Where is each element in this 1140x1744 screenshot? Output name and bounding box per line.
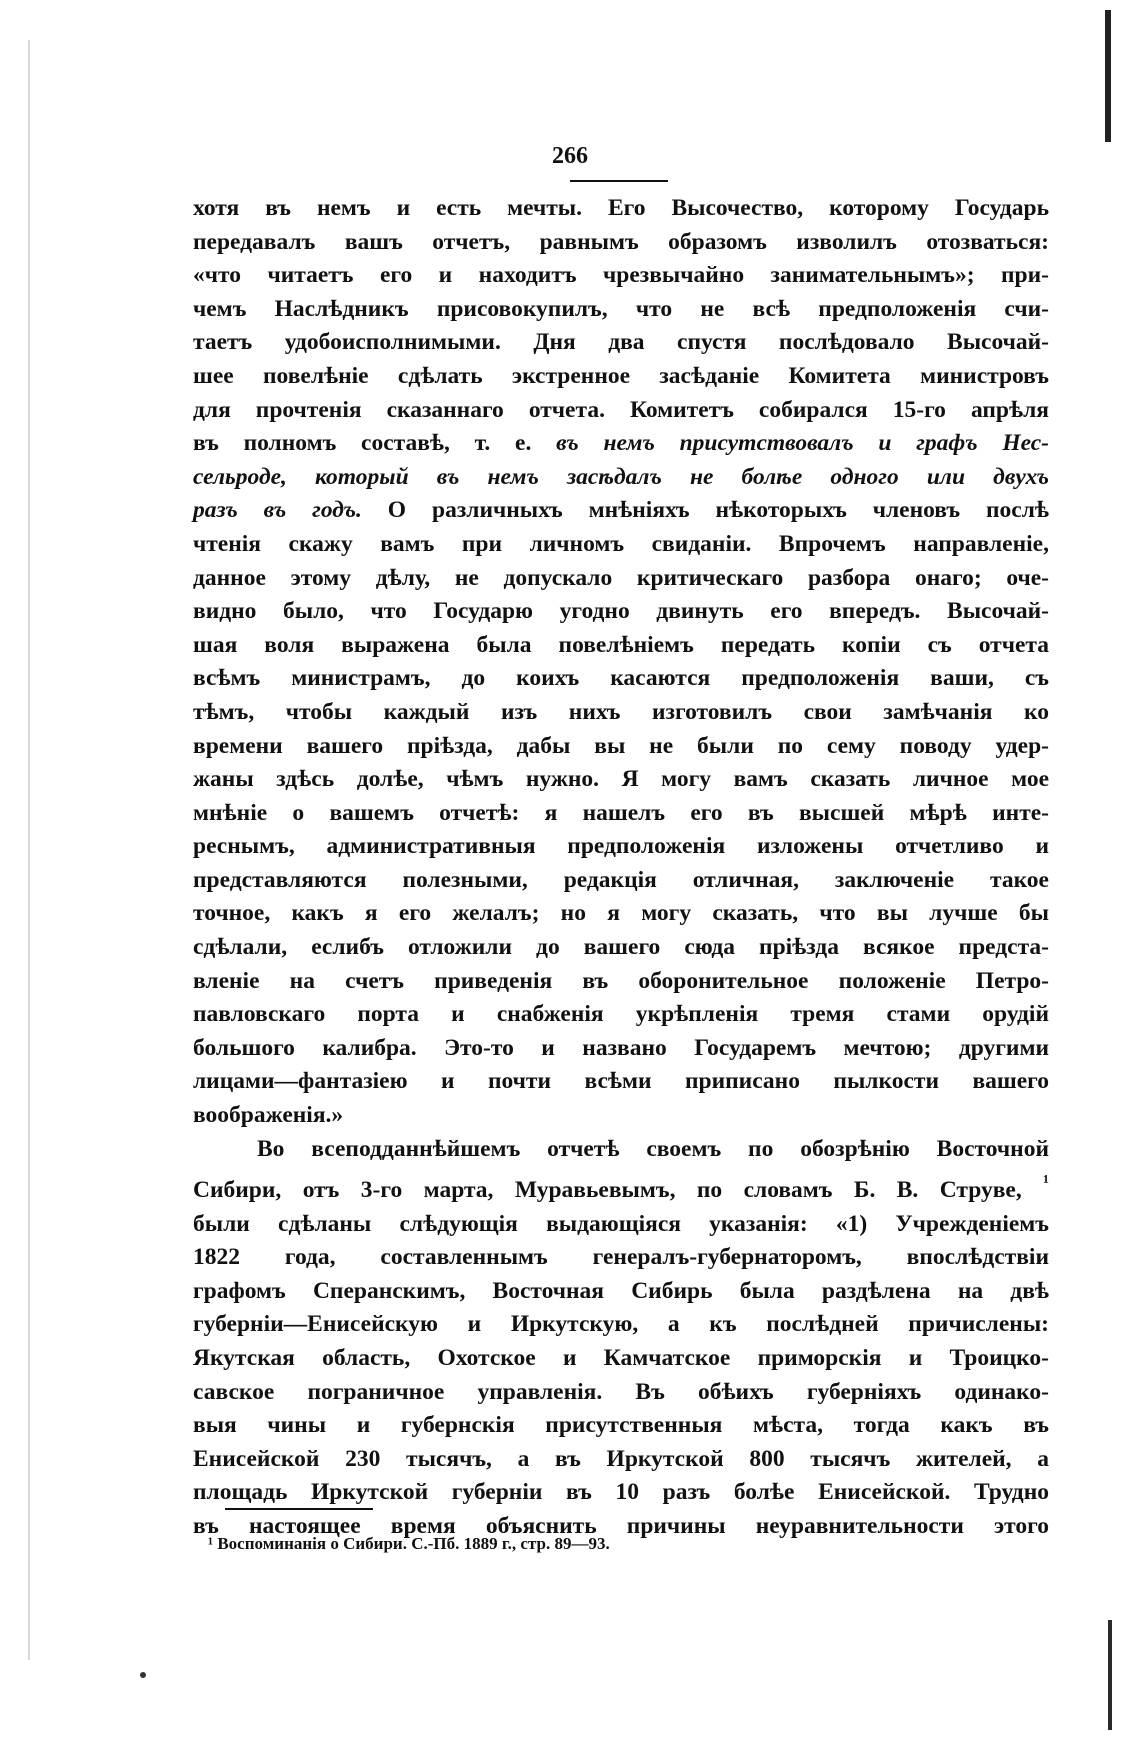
text-line: чтенія скажу вамъ при личномъ свиданіи. Впрочемъ направленіе,	[193, 530, 1049, 557]
footnote-reference: ¹	[1043, 1172, 1050, 1194]
text-line: времени вашего пріѣзда, дабы вы не были по сему поводу удер-	[193, 732, 1049, 759]
speck-mark	[140, 1672, 146, 1678]
text-line: савское пограничное управленія. Въ обѣихъ губерніяхъ одинако-	[193, 1378, 1049, 1405]
text-line: сельроде, который въ немъ засѣдалъ не болѣе одного или двухъ	[193, 463, 1049, 490]
page-edge-left	[28, 40, 30, 1660]
footnote-rule	[225, 1508, 373, 1510]
text-line	[193, 1166, 1049, 1207]
text-line: воображенія.»	[193, 1102, 344, 1129]
text-line: шая воля выражена была повелѣніемъ передать копіи съ отчета	[193, 631, 1049, 658]
text-line: 1822 года, составленнымъ генералъ-губернаторомъ, впослѣдствіи	[193, 1244, 1049, 1271]
text-line: всѣмъ министрамъ, до коихъ касаются предположенія ваши, съ	[193, 665, 1049, 692]
text-line: сдѣлали, еслибъ отложили до вашего сюда пріѣзда всякое предста-	[193, 934, 1049, 961]
text-line	[193, 427, 1049, 461]
text-segment: О различныхъ мнѣніяхъ нѣкоторыхъ членовъ послѣ	[361, 497, 1050, 524]
text-line: Во всеподданнѣйшемъ отчетѣ своемъ по обозрѣнію Восточной	[257, 1135, 1049, 1162]
text-line: данное этому дѣлу, не допускало критическаго разбора онаго; оче-	[193, 564, 1049, 591]
text-line: жаны здѣсь долѣе, чѣмъ нужно. Я могу вамъ сказать личное мое	[193, 766, 1049, 793]
text-line: Якутская область, Охотское и Камчатское приморскія и Троицко-	[193, 1345, 1049, 1372]
text-line: точное, какъ я его желалъ; но я могу сказать, что вы лучше бы	[193, 900, 1049, 927]
text-line: павловскаго порта и снабженія укрѣпленія тремя стами орудій	[193, 1001, 1049, 1028]
text-line: шее повелѣніе сдѣлать экстренное засѣданіе Комитета министровъ	[193, 362, 1049, 389]
text-line: большого калибра. Это-то и названо Государемъ мечтою; другими	[193, 1034, 1049, 1061]
text-line: хотя въ немъ и есть мечты. Его Высочество, которому Государь	[193, 195, 1049, 221]
text-segment: въ полномъ составѣ, т. е.	[193, 430, 557, 457]
text-line: губерніи—Енисейскую и Иркутскую, а къ послѣдней причислены:	[193, 1311, 1049, 1338]
text-line	[193, 494, 1049, 528]
text-line: «что читаетъ его и находитъ чрезвычайно занимательнымъ»; при-	[193, 262, 1049, 289]
italic-segment: разъ въ годъ.	[193, 497, 362, 524]
text-line: реснымъ, административныя предположенія изложены отчетливо и	[193, 833, 1049, 860]
text-line: Енисейской 230 тысячъ, а въ Иркутской 800 тысячъ жителей, а	[193, 1445, 1049, 1472]
text-line: таетъ удобоисполнимыми. Дня два спустя послѣдовало Высочай-	[193, 329, 1049, 356]
text-line: представляются полезными, редакція отличная, заключеніе такое	[193, 866, 1049, 893]
body-text	[193, 192, 1049, 1544]
text-line: тѣмъ, чтобы каждый изъ нихъ изготовилъ свои замѣчанія ко	[193, 698, 1049, 725]
text-line: графомъ Сперанскимъ, Восточная Сибирь была раздѣлена на двѣ	[193, 1277, 1049, 1304]
text-line: вленіе на счетъ приведенія въ оборонительное положеніе Петро-	[193, 967, 1049, 994]
text-line: выя чины и губернскія присутственныя мѣста, тогда какъ въ	[193, 1412, 1049, 1439]
page-number: 266	[552, 143, 588, 169]
page-edge-right-lower	[1108, 1620, 1112, 1730]
italic-segment: въ немъ присутствовалъ и графъ Нес-	[556, 430, 1049, 457]
text-line: для прочтенія сказаннаго отчета. Комитетъ собирался 15-го апрѣля	[193, 396, 1049, 423]
text-line: лицами—фантазіею и почти всѣми приписано пылкости вашего	[193, 1068, 1049, 1095]
text-line: въ настоящее время объяснить причины неуравнительности этого	[193, 1512, 1049, 1539]
text-line: видно было, что Государю угодно двинуть его впередъ. Высочай-	[193, 598, 1049, 625]
text-line: были сдѣланы слѣдующія выдающіяся указанія: «1) Учрежденіемъ	[193, 1210, 1049, 1237]
text-line: мнѣніе о вашемъ отчетѣ: я нашелъ его въ высшей мѣрѣ инте-	[193, 799, 1049, 826]
footnote: ¹ Воспоминанія о Сибири. С.-Пб. 1889 г., стр. 89—93.	[208, 1534, 610, 1553]
text-line: площадь Иркутской губерніи въ 10 разъ болѣе Енисейской. Трудно	[193, 1479, 1049, 1506]
text-segment: Сибири, отъ 3-го марта, Муравьевымъ, по словамъ Б. В. Струве,	[193, 1177, 1022, 1204]
text-line: передавалъ вашъ отчетъ, равнымъ образомъ изволилъ отозваться:	[193, 228, 1049, 255]
page-edge-right	[1105, 10, 1111, 142]
text-line: чемъ Наслѣдникъ присовокупилъ, что не всѣ предположенія счи-	[193, 295, 1049, 322]
page-number-rule	[570, 180, 668, 182]
